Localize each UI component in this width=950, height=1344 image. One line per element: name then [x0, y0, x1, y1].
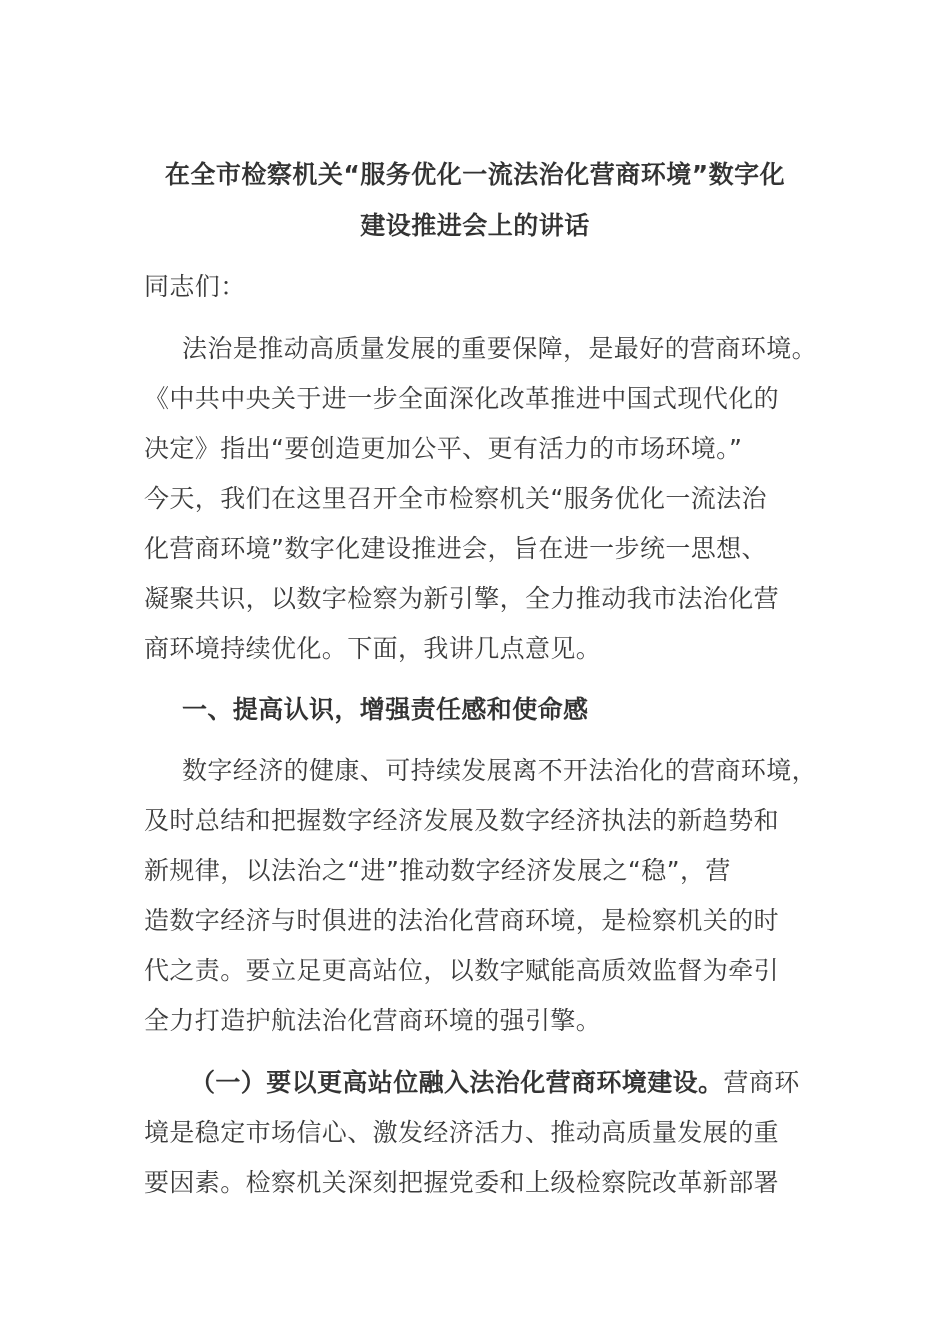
paragraph-1-line: 商环境持续优化。下面，我讲几点意见。 [144, 634, 602, 663]
paragraph-2-line: 造数字经济与时俱进的法治化营商环境，是检察机关的时 [144, 906, 780, 935]
section-heading-1: 一、提高认识，增强责任感和使命感 [182, 695, 589, 724]
paragraph-3-line: 境是稳定市场信心、激发经济活力、推动高质量发展的重 [144, 1118, 780, 1147]
paragraph-2-line: 代之责。要立足更高站位，以数字赋能高质效监督为牵引 [144, 956, 780, 985]
paragraph-3-line: 要因素。检察机关深刻把握党委和上级检察院改革新部署 [144, 1168, 780, 1197]
paragraph-1-line: 凝聚共识，以数字检察为新引擎，全力推动我市法治化营 [144, 584, 780, 613]
paragraph-3-first-line [190, 1068, 800, 1098]
document-title-line-1: 在全市检察机关“服务优化一流法治化营商环境”数字化 [164, 160, 786, 189]
salutation: 同志们： [144, 272, 246, 301]
paragraph-2-line: 及时总结和把握数字经济发展及数字经济执法的新趋势和 [144, 806, 780, 835]
paragraph-1-line: 决定》指出“要创造更加公平、更有活力的市场环境。” [144, 434, 743, 463]
subheading-1: （一）要以更高站位融入法治化营商环境建设。 [190, 1068, 724, 1097]
paragraph-1-line: 法治是推动高质量发展的重要保障，是最好的营商环境。 [182, 334, 818, 363]
paragraph-1-line: 今天，我们在这里召开全市检察机关“服务优化一流法治 [144, 484, 767, 513]
paragraph-2-line: 数字经济的健康、可持续发展离不开法治化的营商环境， [182, 756, 818, 785]
paragraph-2-line: 全力打造护航法治化营商环境的强引擎。 [144, 1006, 602, 1035]
paragraph-2-line: 新规律，以法治之“进”推动数字经济发展之“稳”，营 [144, 856, 731, 885]
document-title-line-2: 建设推进会上的讲话 [360, 211, 590, 240]
paragraph-3-lead-text: 营商环 [723, 1068, 800, 1097]
paragraph-1-line: 《中共中央关于进一步全面深化改革推进中国式现代化的 [144, 384, 780, 413]
paragraph-1-line: 化营商环境”数字化建设推进会，旨在进一步统一思想、 [144, 534, 767, 563]
